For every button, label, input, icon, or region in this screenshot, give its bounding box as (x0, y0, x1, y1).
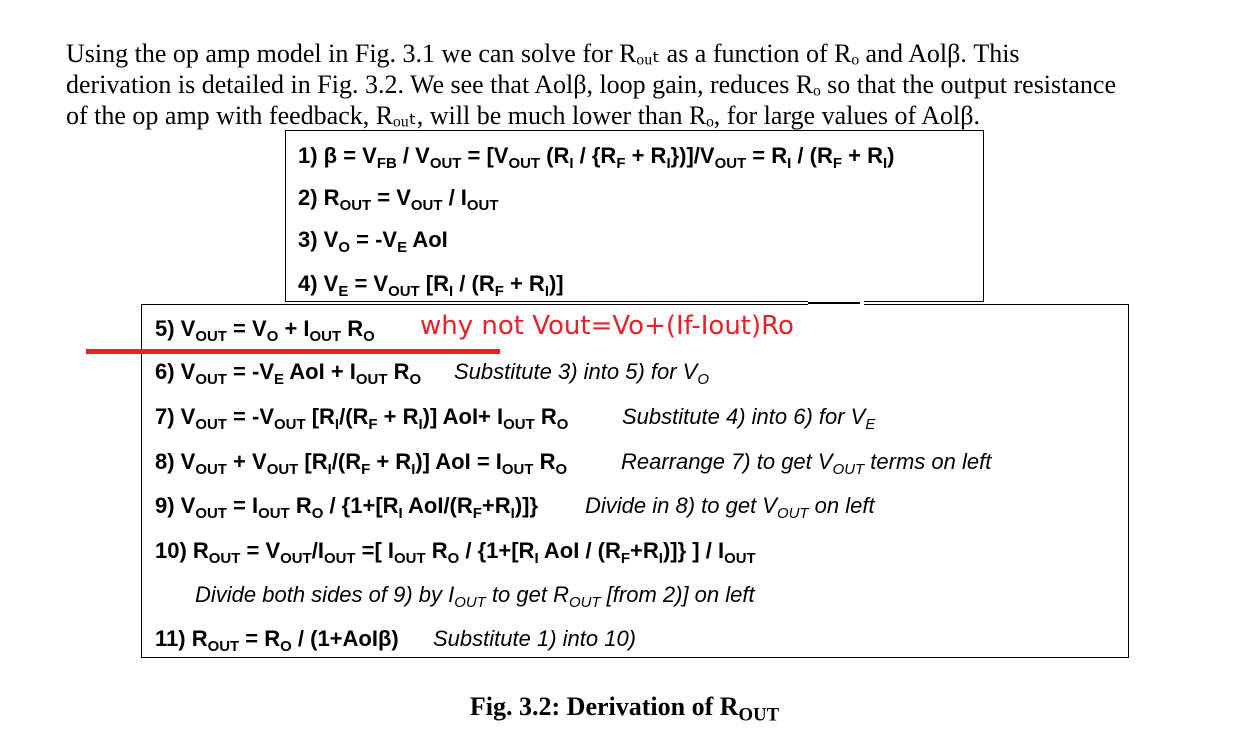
equation-3: 3) $V_O = -V_E$ AoI (298, 227, 448, 257)
figure-caption: Fig. 3.2: Derivation of $R_{OUT}$ (469, 692, 780, 726)
paragraph-line-3: of the op amp with feedback, Rₒᵤₜ, will be much lower than Rₒ, for large values of Aolβ. (66, 101, 980, 130)
note-8: Rearrange 7) to get $V_{OUT}$ terms on left (621, 449, 992, 479)
note-9: Divide in 8) to get $V_{OUT}$ on left (585, 493, 875, 523)
note-7: Substitute 4) into 6) for $V_E$ (622, 404, 876, 434)
note-6: Substitute 3) into 5) for $V_O$ (454, 359, 709, 389)
equation-8: 8) $V_{OUT} + V_{OUT}$ $[R_I/(R_F + R_I)]$ AoI = $I_{OUT}$ $R_O$ (155, 449, 568, 479)
box-gap (808, 296, 864, 306)
paragraph-line-1: Using the op amp model in Fig. 3.1 we can solve for Rₒᵤₜ as a function of Rₒ and Aolβ. This (66, 39, 1020, 68)
equation-11: 11) $R_{OUT} = R_O / (1+AoI\beta)$ (155, 626, 399, 656)
note-10: Divide both sides of 9) by $I_{OUT}$ to get $R_{OUT}$ [from 2)] on left (195, 582, 755, 612)
paragraph-line-2: derivation is detailed in Fig. 3.2. We see that Aolβ, loop gain, reduces Rₒ so that the output resistance (66, 70, 1116, 99)
equation-9: 9) $V_{OUT} = I_{OUT}$ $R_O / \{1+[R_I$ AoI/$(R_F+R_I)$]} (155, 493, 539, 523)
intro-paragraph (66, 38, 1226, 131)
box-divider (808, 302, 860, 304)
equation-6: 6) $V_{OUT} = -V_E$ AoI + $I_{OUT}$ $R_O$ (155, 359, 422, 389)
equation-4: 4) $V_E = V_{OUT}$ $[R_I / (R_F + R_I)]$ (298, 271, 564, 301)
equation-1: 1) $\beta = V_{FB} / V_{OUT} = [V_{OUT}$ $(R_I / \{R_F + R_I\})]/V_{OUT} = R_I / (R_F + R_I)$ (298, 143, 895, 173)
equation-5: 5) $V_{OUT} = V_O + I_{OUT}$ $R_O$ (155, 316, 375, 346)
note-11: Substitute 1) into 10) (433, 626, 637, 651)
equation-2: 2) $R_{OUT} = V_{OUT} / I_{OUT}$ (298, 185, 499, 215)
red-underline (86, 349, 500, 354)
equation-7: 7) $V_{OUT} = -V_{OUT}$ $[R_I/(R_F + R_I)]$ $AoI+ I_{OUT}$ $R_O$ (155, 404, 569, 434)
red-annotation: why not Vout=Vo+(If-Iout)Ro (420, 311, 794, 341)
equation-10: 10) $R_{OUT} = V_{OUT}/I_{OUT}$ =[ $I_{OUT}$ $R_O / \{1+[R_I$ AoI / $(R_F+R_I)$]} ] / $I_{OUT}$ (155, 538, 756, 568)
